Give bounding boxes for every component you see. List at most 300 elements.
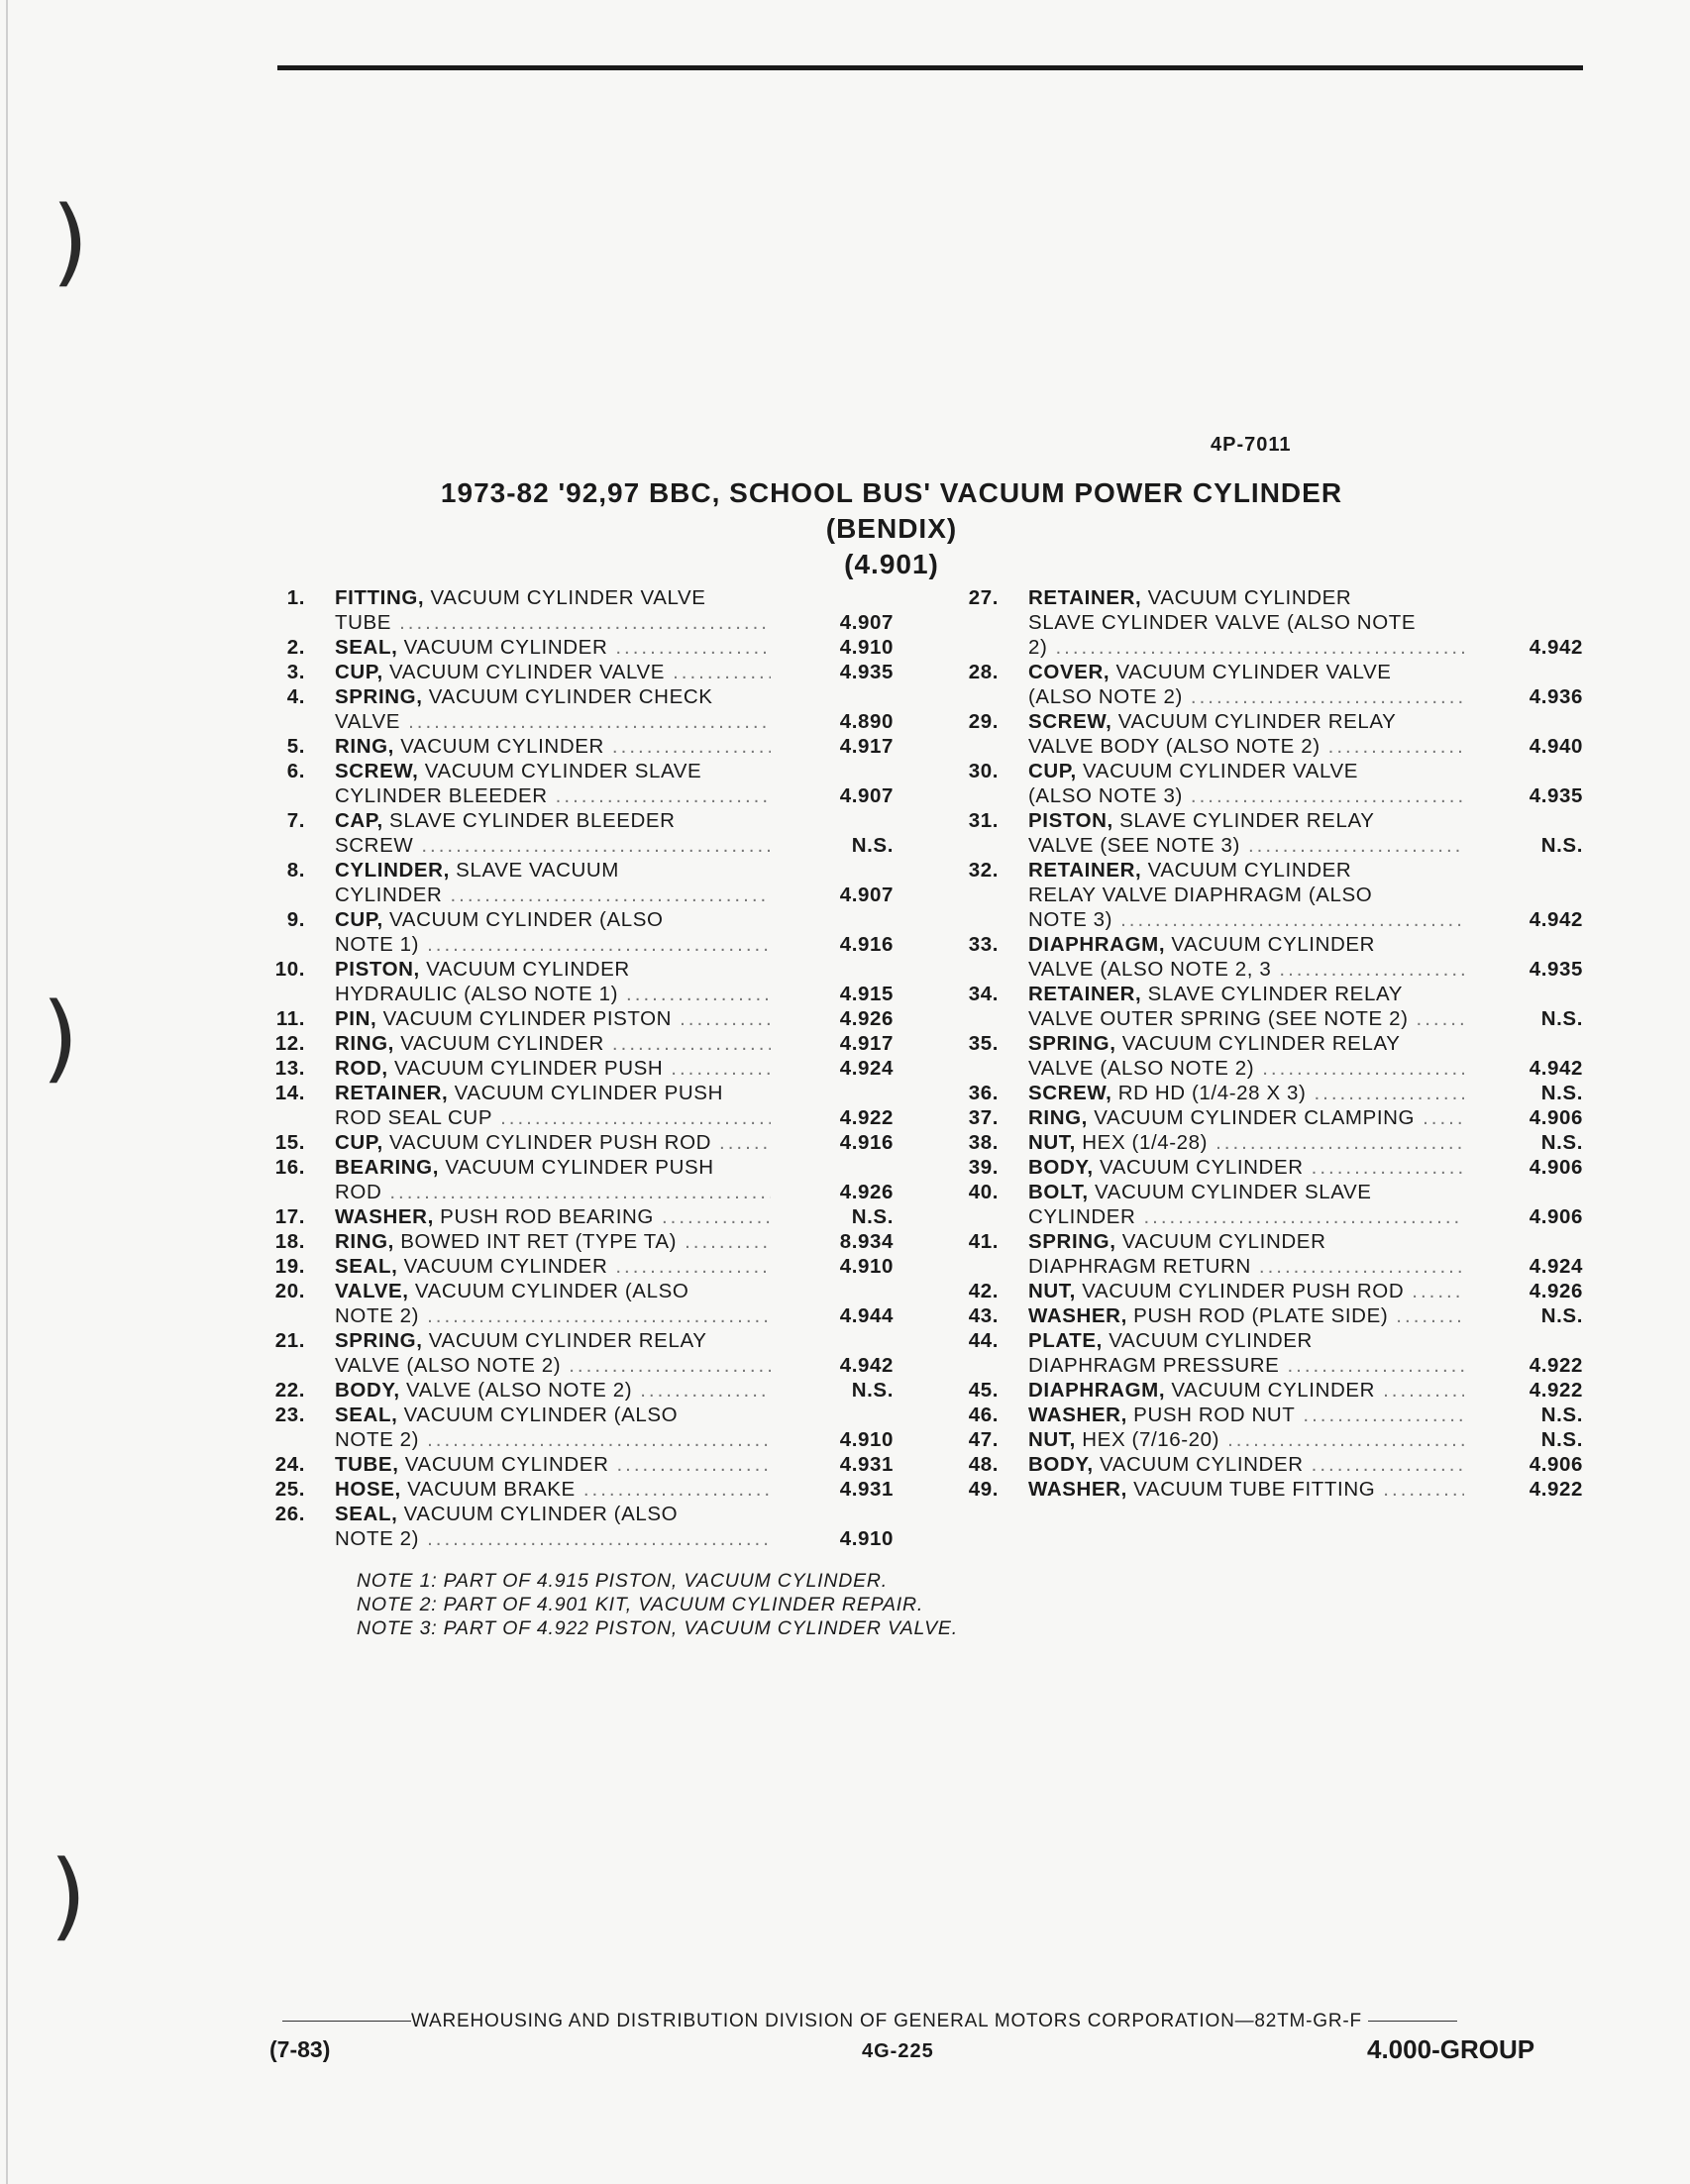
- part-number: 10.: [274, 958, 305, 981]
- description-line: [1028, 1180, 1464, 1204]
- footer-division-line: [282, 2011, 1457, 2032]
- part-row: [246, 660, 899, 684]
- description-text: VACUUM CYLINDER: [1141, 586, 1352, 609]
- part-name: SPRING,: [1028, 1032, 1116, 1055]
- description-line: [335, 610, 771, 635]
- part-number: 8.: [286, 859, 305, 882]
- part-row: [939, 1452, 1583, 1477]
- dot-leader: [389, 1180, 771, 1204]
- part-name: NUT,: [1028, 1131, 1076, 1154]
- description-text: DIAPHRAGM PRESSURE: [1028, 1354, 1280, 1377]
- group-reference: 4.916: [839, 1131, 894, 1154]
- dot-leader: [1328, 734, 1464, 759]
- description-text: VALVE BODY (ALSO NOTE 2): [1028, 735, 1320, 758]
- description-text: HEX (7/16-20): [1075, 1428, 1220, 1451]
- part-description: [335, 1452, 771, 1477]
- part-row: [246, 1378, 899, 1403]
- group-reference: 4.935: [1529, 958, 1583, 981]
- part-row: [939, 1130, 1583, 1155]
- description-line: [335, 1526, 771, 1551]
- description-line: [1028, 1303, 1464, 1328]
- part-row: [939, 1477, 1583, 1502]
- group-reference: 8.934: [839, 1230, 894, 1253]
- description-text: VACUUM CYLINDER RELAY: [1115, 1032, 1401, 1055]
- part-number: 37.: [968, 1106, 999, 1129]
- dot-leader: [662, 1204, 771, 1229]
- description-line: [1028, 759, 1464, 783]
- description-text: VACUUM CYLINDER: [1165, 933, 1376, 956]
- description-line: [1028, 907, 1464, 932]
- description-line: [1028, 709, 1464, 734]
- part-description: [1028, 858, 1464, 932]
- group-reference: N.S.: [1540, 1404, 1583, 1426]
- part-name: CUP,: [1028, 760, 1077, 782]
- description-line: [1028, 1452, 1464, 1477]
- part-description: [1028, 585, 1464, 660]
- dot-leader: [1248, 833, 1464, 858]
- dot-leader: [616, 1452, 771, 1477]
- group-reference: 4.917: [839, 1032, 894, 1055]
- part-name: PISTON,: [335, 958, 420, 981]
- part-description: [335, 1279, 771, 1328]
- part-name: WASHER,: [335, 1205, 434, 1228]
- part-name: ROD,: [335, 1057, 388, 1080]
- group-reference: N.S.: [1540, 1007, 1583, 1030]
- group-reference: N.S.: [851, 1205, 894, 1228]
- group-reference: 4.906: [1529, 1453, 1583, 1476]
- description-line: [1028, 783, 1464, 808]
- description-line: [335, 982, 771, 1006]
- dot-leader: [1279, 957, 1464, 982]
- description-line: [1028, 1254, 1464, 1279]
- footer-group: 4.000-GROUP: [1367, 2034, 1535, 2064]
- part-description: [1028, 759, 1464, 808]
- part-description: [335, 660, 771, 684]
- part-number: 15.: [274, 1131, 305, 1154]
- description-text: VALVE (ALSO NOTE 2): [1028, 1057, 1255, 1080]
- part-number: 7.: [286, 809, 305, 832]
- description-text: DIAPHRAGM RETURN: [1028, 1255, 1251, 1278]
- part-name: SCREW,: [1028, 710, 1112, 733]
- group-reference: 4.916: [839, 933, 894, 956]
- note: NOTE 3: PART OF 4.922 PISTON, VACUUM CYLINDER VALVE.: [357, 1617, 958, 1639]
- dot-leader: [615, 635, 771, 660]
- part-name: BODY,: [335, 1379, 400, 1402]
- part-row: [246, 808, 899, 858]
- description-text: SLAVE VACUUM: [449, 859, 619, 882]
- description-line: [335, 858, 771, 883]
- description-text: VACUUM CYLINDER VALVE: [1109, 661, 1392, 683]
- footer-division-text: WAREHOUSING AND DISTRIBUTION DIVISION OF GENERAL MOTORS CORPORATION—82TM-GR-F: [411, 2011, 1362, 2031]
- description-text: ROD SEAL CUP: [335, 1106, 493, 1129]
- description-line: [1028, 957, 1464, 982]
- footer-rule-left: [282, 2021, 411, 2022]
- part-description: [335, 1056, 771, 1081]
- group-reference: 4.942: [839, 1354, 894, 1377]
- dot-leader: [671, 1056, 771, 1081]
- part-number: 1.: [286, 586, 305, 609]
- part-row: [246, 1081, 899, 1130]
- group-reference: N.S.: [1540, 1131, 1583, 1154]
- part-number: 4.: [286, 685, 305, 708]
- description-line: [1028, 635, 1464, 660]
- part-name: CYLINDER,: [335, 859, 450, 882]
- description-text: VACUUM CYLINDER PUSH: [439, 1156, 714, 1179]
- part-row: [246, 858, 899, 907]
- part-name: RING,: [335, 1032, 394, 1055]
- dot-leader: [612, 734, 771, 759]
- part-name: TUBE,: [335, 1453, 399, 1476]
- part-name: RING,: [1028, 1106, 1088, 1129]
- part-number: 39.: [968, 1156, 999, 1179]
- part-number: 13.: [274, 1057, 305, 1080]
- part-description: [1028, 1303, 1464, 1328]
- group-reference: 4.942: [1529, 908, 1583, 931]
- part-row: [246, 635, 899, 660]
- group-reference: 4.926: [839, 1007, 894, 1030]
- part-description: [335, 684, 771, 734]
- part-number: 49.: [968, 1478, 999, 1501]
- part-row: [246, 907, 899, 957]
- description-text: VACUUM CYLINDER PUSH ROD: [382, 1131, 712, 1154]
- notes: [357, 1569, 958, 1640]
- part-number: 48.: [968, 1453, 999, 1476]
- description-line: [335, 1229, 771, 1254]
- part-number: 21.: [274, 1329, 305, 1352]
- description-line: [335, 1403, 771, 1427]
- dot-leader: [500, 1105, 771, 1130]
- form-code: 4P-7011: [1211, 434, 1292, 456]
- part-description: [1028, 1130, 1464, 1155]
- part-name: SEAL,: [335, 1404, 398, 1426]
- part-name: BEARING,: [335, 1156, 440, 1179]
- part-name: RING,: [335, 735, 394, 758]
- part-number: 45.: [968, 1379, 999, 1402]
- dot-leader: [408, 709, 771, 734]
- parts-list-left: [246, 585, 899, 1551]
- description-line: [1028, 1403, 1464, 1427]
- dot-leader: [1262, 1056, 1464, 1081]
- footer-rule-right: [1368, 2021, 1457, 2022]
- group-reference: 4.942: [1529, 636, 1583, 659]
- dot-leader: [1215, 1130, 1464, 1155]
- description-text: VACUUM CYLINDER (ALSO: [408, 1280, 689, 1302]
- part-description: [335, 1006, 771, 1031]
- part-description: [1028, 1328, 1464, 1378]
- description-text: VALVE (SEE NOTE 3): [1028, 834, 1240, 857]
- description-line: [335, 684, 771, 709]
- part-row: [939, 982, 1583, 1031]
- description-text: VACUUM CYLINDER PUSH ROD: [1075, 1280, 1405, 1302]
- part-name: RETAINER,: [1028, 859, 1142, 882]
- description-text: VALVE OUTER SPRING (SEE NOTE 2): [1028, 1007, 1409, 1030]
- description-text: VACUUM CYLINDER PUSH: [448, 1082, 723, 1104]
- part-row: [246, 1403, 899, 1452]
- part-row: [939, 932, 1583, 982]
- title-line-3: (4.901): [844, 549, 939, 579]
- part-row: [939, 1427, 1583, 1452]
- description-text: 2): [1028, 636, 1048, 659]
- description-text: VACUUM CYLINDER: [1102, 1329, 1313, 1352]
- description-text: VACUUM CYLINDER VALVE: [1076, 760, 1359, 782]
- group-reference: 4.942: [1529, 1057, 1583, 1080]
- description-line: [335, 1180, 771, 1204]
- description-line: [1028, 808, 1464, 833]
- group-reference: 4.907: [839, 884, 894, 906]
- description-line: [1028, 585, 1464, 610]
- part-description: [1028, 1477, 1464, 1502]
- part-description: [335, 1031, 771, 1056]
- description-line: [335, 1254, 771, 1279]
- part-number: 11.: [275, 1007, 305, 1030]
- dot-leader: [1383, 1477, 1464, 1502]
- dot-leader: [673, 660, 771, 684]
- dot-leader: [450, 883, 771, 907]
- description-text: VACUUM CYLINDER CHECK: [422, 685, 713, 708]
- description-line: [1028, 1279, 1464, 1303]
- dot-leader: [615, 1254, 771, 1279]
- binder-hole-mark-bottom: ): [50, 1840, 87, 1951]
- dot-leader: [1312, 1452, 1464, 1477]
- description-line: [1028, 1229, 1464, 1254]
- description-text: VACUUM BRAKE: [400, 1478, 576, 1501]
- group-reference: N.S.: [1540, 1428, 1583, 1451]
- part-name: WASHER,: [1028, 1404, 1127, 1426]
- part-row: [246, 957, 899, 1006]
- description-line: [335, 709, 771, 734]
- part-name: WASHER,: [1028, 1478, 1127, 1501]
- dot-leader: [1055, 635, 1464, 660]
- part-description: [335, 907, 771, 957]
- part-description: [1028, 1427, 1464, 1452]
- part-name: NUT,: [1028, 1280, 1076, 1302]
- part-row: [246, 1130, 899, 1155]
- parts-list-right: [939, 585, 1583, 1502]
- dot-leader: [427, 932, 771, 957]
- part-row: [246, 684, 899, 734]
- part-number: 38.: [968, 1131, 999, 1154]
- dot-leader: [556, 783, 771, 808]
- description-text: SLAVE CYLINDER VALVE (ALSO NOTE: [1028, 611, 1417, 634]
- description-line: [1028, 1031, 1464, 1056]
- part-number: 6.: [286, 760, 305, 782]
- part-name: RING,: [335, 1230, 394, 1253]
- description-text: HEX (1/4-28): [1075, 1131, 1209, 1154]
- part-description: [335, 1328, 771, 1378]
- part-name: COVER,: [1028, 661, 1110, 683]
- group-reference: 4.926: [1529, 1280, 1583, 1302]
- part-number: 32.: [968, 859, 999, 882]
- description-text: SLAVE CYLINDER BLEEDER: [382, 809, 676, 832]
- dot-leader: [1303, 1403, 1464, 1427]
- dot-leader: [1191, 783, 1464, 808]
- group-reference: N.S.: [1540, 834, 1583, 857]
- part-row: [246, 1502, 899, 1551]
- description-line: [335, 808, 771, 833]
- part-number: 24.: [274, 1453, 305, 1476]
- part-description: [1028, 932, 1464, 982]
- part-row: [939, 808, 1583, 858]
- part-row: [939, 1031, 1583, 1081]
- dot-leader: [1191, 684, 1464, 709]
- part-description: [335, 1204, 771, 1229]
- part-name: PISTON,: [1028, 809, 1113, 832]
- part-description: [335, 585, 771, 635]
- part-name: CAP,: [335, 809, 383, 832]
- group-reference: 4.906: [1529, 1156, 1583, 1179]
- description-line: [335, 1353, 771, 1378]
- dot-leader: [427, 1526, 771, 1551]
- dot-leader: [399, 610, 771, 635]
- group-reference: 4.922: [1529, 1379, 1583, 1402]
- part-number: 12.: [274, 1032, 305, 1055]
- group-reference: 4.910: [839, 636, 894, 659]
- part-description: [335, 1477, 771, 1502]
- description-line: [335, 932, 771, 957]
- description-text: SLAVE CYLINDER RELAY: [1112, 809, 1375, 832]
- part-description: [335, 1378, 771, 1403]
- description-line: [335, 585, 771, 610]
- description-line: [1028, 1056, 1464, 1081]
- description-line: [335, 759, 771, 783]
- description-line: [335, 635, 771, 660]
- part-number: 44.: [968, 1329, 999, 1352]
- description-text: RELAY VALVE DIAPHRAGM (ALSO: [1028, 884, 1373, 906]
- part-name: WASHER,: [1028, 1304, 1127, 1327]
- description-line: [1028, 1006, 1464, 1031]
- part-number: 25.: [274, 1478, 305, 1501]
- part-number: 2.: [286, 636, 305, 659]
- description-line: [335, 660, 771, 684]
- part-number: 29.: [968, 710, 999, 733]
- dot-leader: [1227, 1427, 1464, 1452]
- description-text: VACUUM CYLINDER: [1141, 859, 1352, 882]
- footer-page-number: 4G-225: [862, 2040, 934, 2062]
- part-row: [246, 759, 899, 808]
- description-line: [1028, 610, 1464, 635]
- part-description: [335, 1403, 771, 1452]
- part-name: SCREW,: [1028, 1082, 1112, 1104]
- part-name: RETAINER,: [1028, 983, 1142, 1005]
- page-title: [297, 475, 1486, 582]
- description-text: VACUUM CYLINDER: [1115, 1230, 1326, 1253]
- part-name: BODY,: [1028, 1156, 1094, 1179]
- part-number: 33.: [968, 933, 999, 956]
- description-line: [335, 1502, 771, 1526]
- group-reference: 4.890: [839, 710, 894, 733]
- binder-hole-mark-top: ): [52, 186, 89, 297]
- description-text: (ALSO NOTE 3): [1028, 784, 1183, 807]
- description-text: VACUUM CYLINDER PISTON: [376, 1007, 673, 1030]
- group-reference: 4.907: [839, 784, 894, 807]
- part-name: VALVE,: [335, 1280, 409, 1302]
- description-text: VACUUM CYLINDER: [419, 958, 630, 981]
- description-line: [1028, 1427, 1464, 1452]
- group-reference: 4.924: [839, 1057, 894, 1080]
- description-line: [335, 783, 771, 808]
- description-text: VACUUM CYLINDER RELAY: [1111, 710, 1397, 733]
- part-row: [246, 1006, 899, 1031]
- part-name: SEAL,: [335, 636, 398, 659]
- description-text: VACUUM CYLINDER (ALSO: [397, 1404, 679, 1426]
- dot-leader: [569, 1353, 771, 1378]
- part-name: SCREW,: [335, 760, 419, 782]
- part-number: 23.: [274, 1404, 305, 1426]
- part-name: CUP,: [335, 1131, 383, 1154]
- part-description: [1028, 1081, 1464, 1105]
- description-line: [335, 1130, 771, 1155]
- description-text: PUSH ROD NUT: [1126, 1404, 1296, 1426]
- part-description: [335, 1130, 771, 1155]
- group-reference: 4.922: [839, 1106, 894, 1129]
- description-line: [335, 883, 771, 907]
- description-text: VACUUM CYLINDER VALVE: [424, 586, 706, 609]
- group-reference: 4.931: [839, 1453, 894, 1476]
- part-number: 5.: [286, 735, 305, 758]
- dot-leader: [1120, 907, 1464, 932]
- part-description: [1028, 660, 1464, 709]
- description-text: NOTE 3): [1028, 908, 1113, 931]
- description-text: NOTE 2): [335, 1428, 420, 1451]
- part-name: CUP,: [335, 908, 383, 931]
- part-number: 35.: [968, 1032, 999, 1055]
- part-row: [939, 1155, 1583, 1180]
- description-line: [335, 1427, 771, 1452]
- part-description: [335, 808, 771, 858]
- group-reference: 4.910: [839, 1527, 894, 1550]
- description-text: SCREW: [335, 834, 414, 857]
- part-name: PIN,: [335, 1007, 377, 1030]
- description-text: VACUUM CYLINDER: [1093, 1156, 1304, 1179]
- part-number: 47.: [968, 1428, 999, 1451]
- part-number: 17.: [274, 1205, 305, 1228]
- description-text: (ALSO NOTE 2): [1028, 685, 1183, 708]
- group-reference: 4.907: [839, 611, 894, 634]
- description-line: [1028, 1155, 1464, 1180]
- part-description: [1028, 1229, 1464, 1279]
- description-line: [335, 833, 771, 858]
- part-name: BODY,: [1028, 1453, 1094, 1476]
- part-number: 9.: [286, 908, 305, 931]
- part-name: SPRING,: [1028, 1230, 1116, 1253]
- part-number: 34.: [968, 983, 999, 1005]
- group-reference: 4.924: [1529, 1255, 1583, 1278]
- part-name: SPRING,: [335, 685, 423, 708]
- description-line: [1028, 883, 1464, 907]
- description-line: [1028, 1353, 1464, 1378]
- description-text: VALVE: [335, 710, 401, 733]
- group-reference: 4.922: [1529, 1354, 1583, 1377]
- part-row: [246, 1279, 899, 1328]
- part-number: 20.: [274, 1280, 305, 1302]
- part-number: 14.: [274, 1082, 305, 1104]
- description-line: [335, 907, 771, 932]
- dot-leader: [1396, 1303, 1464, 1328]
- part-description: [1028, 1180, 1464, 1229]
- dot-leader: [1143, 1204, 1464, 1229]
- dot-leader: [680, 1006, 771, 1031]
- note: NOTE 1: PART OF 4.915 PISTON, VACUUM CYLINDER.: [357, 1570, 888, 1592]
- part-description: [1028, 1031, 1464, 1081]
- part-name: SPRING,: [335, 1329, 423, 1352]
- title-line-1: 1973-82 '92,97 BBC, SCHOOL BUS' VACUUM POWER CYLINDER: [440, 477, 1343, 508]
- part-number: 41.: [968, 1230, 999, 1253]
- part-description: [1028, 1105, 1464, 1130]
- description-text: PUSH ROD BEARING: [433, 1205, 654, 1228]
- group-reference: 4.944: [839, 1304, 894, 1327]
- group-reference: 4.910: [839, 1428, 894, 1451]
- description-line: [1028, 1378, 1464, 1403]
